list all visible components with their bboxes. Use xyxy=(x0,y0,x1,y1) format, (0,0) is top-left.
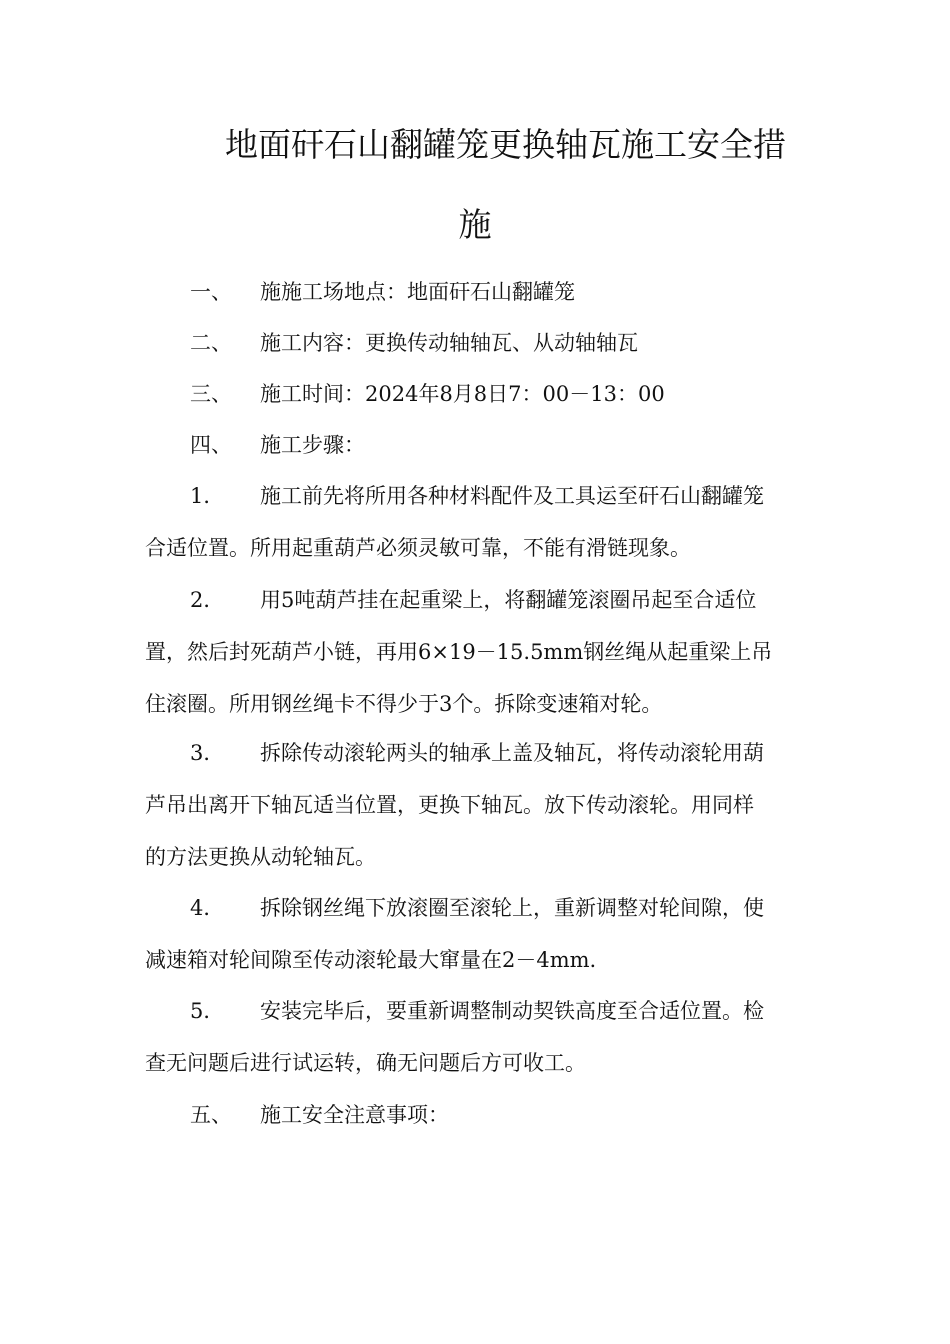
step-line: 减速箱对轮间隙至传动滚轮最大窜量在2－4mm. xyxy=(145,948,597,972)
title-line-1: 地面矸石山翻罐笼更换轴瓦施工安全措 xyxy=(225,125,786,164)
section-number: 五、 xyxy=(190,1103,232,1127)
step-line: 住滚圈。所用钢丝绳卡不得少于3个。拆除变速箱对轮。 xyxy=(145,692,663,716)
step-number: 4． xyxy=(190,896,225,920)
section-number: 二、 xyxy=(190,331,232,355)
step-line: 置，然后封死葫芦小链，再用6×19－15.5mm钢丝绳从起重梁上吊 xyxy=(145,640,773,664)
step-line: 的方法更换从动轮轴瓦。 xyxy=(145,845,376,869)
section-text: 施施工场地点：地面矸石山翻罐笼 xyxy=(260,280,575,304)
section-text: 施工时间：2024年8月8日7：00－13：00 xyxy=(260,382,665,406)
section-number: 一、 xyxy=(190,280,232,304)
step-first-line: 安装完毕后，要重新调整制动契铁高度至合适位置。检 xyxy=(260,999,764,1023)
step-paragraph xyxy=(145,574,800,730)
title-line-2: 施 xyxy=(458,205,492,244)
step-number: 3． xyxy=(190,741,225,765)
step-first-line: 施工前先将所用各种材料配件及工具运至矸石山翻罐笼 xyxy=(260,484,764,508)
document-title xyxy=(145,105,805,265)
step-paragraph xyxy=(145,470,800,574)
step-paragraph xyxy=(145,985,800,1089)
section-text: 施工安全注意事项： xyxy=(260,1103,449,1127)
section-text: 施工步骤： xyxy=(260,433,365,457)
section-number: 三、 xyxy=(190,382,232,406)
step-paragraph xyxy=(145,727,800,883)
step-number: 5． xyxy=(190,999,225,1023)
step-number: 2． xyxy=(190,588,225,612)
step-first-line: 用5吨葫芦挂在起重梁上，将翻罐笼滚圈吊起至合适位 xyxy=(260,588,757,612)
step-number: 1． xyxy=(190,484,225,508)
step-first-line: 拆除钢丝绳下放滚圈至滚轮上，重新调整对轮间隙，使 xyxy=(260,896,764,920)
section-number: 四、 xyxy=(190,433,232,457)
section-text: 施工内容：更换传动轴轴瓦、从动轴轴瓦 xyxy=(260,331,638,355)
step-line: 芦吊出离开下轴瓦适当位置，更换下轴瓦。放下传动滚轮。用同样 xyxy=(145,793,754,817)
step-paragraph xyxy=(145,882,800,986)
step-line: 合适位置。所用起重葫芦必须灵敏可靠，不能有滑链现象。 xyxy=(145,536,691,560)
step-line: 查无问题后进行试运转，确无问题后方可收工。 xyxy=(145,1051,586,1075)
step-first-line: 拆除传动滚轮两头的轴承上盖及轴瓦，将传动滚轮用葫 xyxy=(260,741,764,765)
